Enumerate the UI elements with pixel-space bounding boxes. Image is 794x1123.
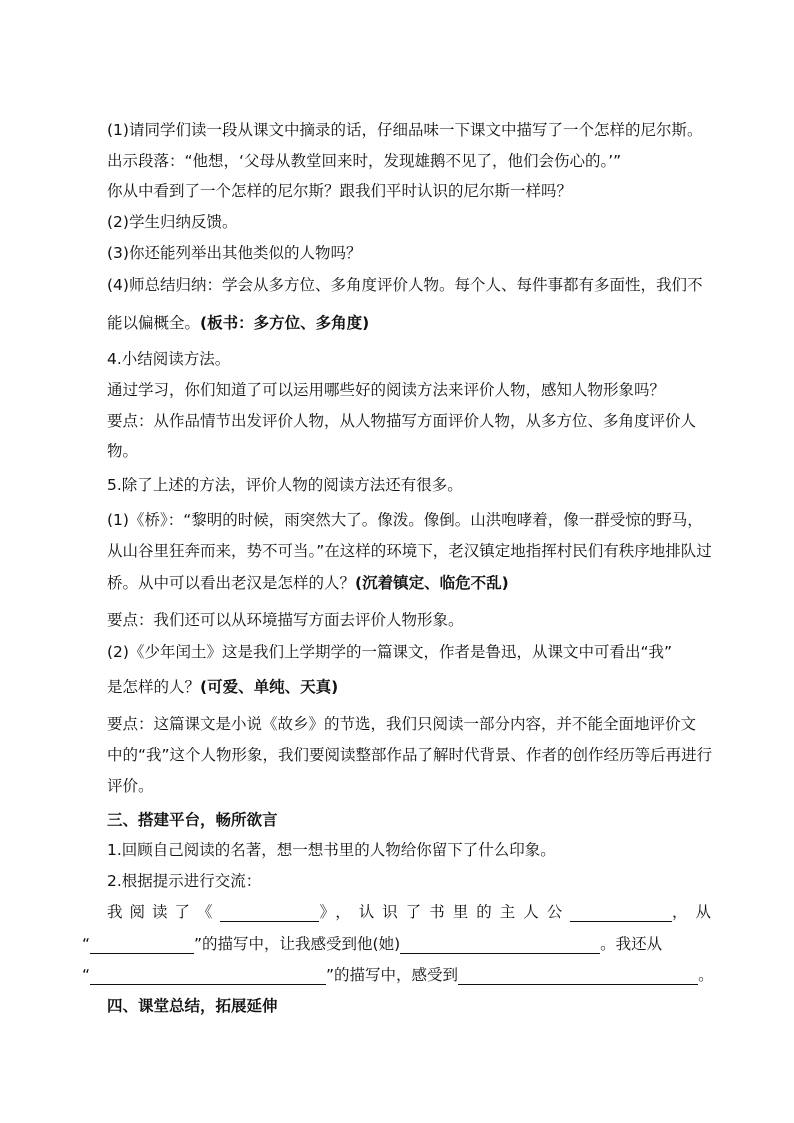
text: “	[82, 966, 91, 984]
paragraph-line: (1)请同学们读一段从课文中摘录的话，仔细品味一下课文中描写了一个怎样的尼尔斯。	[107, 121, 703, 139]
paragraph-line: (3)你还能列举出其他类似的人物吗？	[107, 244, 362, 262]
blank-description-2[interactable]	[90, 970, 326, 985]
section-heading: 四、课堂总结，拓展延伸	[107, 997, 278, 1015]
fill-blank-line-3	[82, 965, 722, 985]
section-heading: 5.除了上述的方法，评价人物的阅读方法还有很多。	[107, 476, 463, 494]
paragraph-line: 物。	[107, 442, 139, 460]
text: ”的描写中，感受到	[326, 966, 459, 984]
fill-blank-line-2	[82, 934, 722, 954]
paragraph-line: 要点：我们还可以从环境描写方面去评价人物形象。	[107, 611, 464, 629]
paragraph-line: 要点：从作品情节出发评价人物，从人物描写方面评价人物，从多方位、多角度评价人	[107, 412, 697, 430]
paragraph-line: 从山谷里狂奔而来，势不可当。”在这样的环境下，老汉镇定地指挥村民们有秩序地排队过	[107, 542, 712, 560]
text: ，从	[671, 903, 719, 921]
paragraph-line	[107, 573, 509, 593]
paragraph-line: 1.回顾自己阅读的名著，想一想书里的人物给你留下了什么印象。	[107, 841, 556, 859]
blank-description-1[interactable]	[90, 939, 194, 954]
text: 桥。从中可以看出老汉是怎样的人？	[107, 574, 356, 592]
blank-book-title[interactable]	[220, 907, 320, 922]
text: 能以偏概全。	[107, 314, 201, 332]
text: 》，认识了书里的主人公	[319, 903, 571, 921]
board-note: (板书：多方位、多角度)	[200, 314, 370, 332]
paragraph-line: (2)学生归纳反馈。	[107, 213, 238, 231]
text: 是怎样的人？	[107, 678, 201, 696]
fill-blank-line-1	[107, 902, 719, 922]
paragraph-line: 评价。	[107, 777, 154, 795]
paragraph-line: 你从中看到了一个怎样的尼尔斯？跟我们平时认识的尼尔斯一样吗？	[107, 182, 573, 200]
blank-feeling-1[interactable]	[400, 939, 600, 954]
paragraph-line: 要点：这篇课文是小说《故乡》的节选，我们只阅读一部分内容，并不能全面地评价文	[107, 715, 697, 733]
answer-note: (可爱、单纯、天真)	[200, 678, 339, 696]
text: 。	[698, 966, 714, 984]
paragraph-line: 中的“我”这个人物形象，我们要阅读整部作品了解时代背景、作者的创作经历等后再进行	[107, 746, 713, 764]
section-heading: 4.小结阅读方法。	[107, 350, 231, 368]
text: 。我还从	[600, 935, 663, 953]
paragraph-line	[107, 313, 369, 333]
paragraph-line	[107, 677, 338, 697]
paragraph-line: 通过学习，你们知道了可以运用哪些好的阅读方法来评价人物，感知人物形象吗？	[107, 381, 666, 399]
paragraph-line: (4)师总结归纳：学会从多方位、多角度评价人物。每个人、每件事都有多面性，我们不	[107, 276, 703, 294]
blank-protagonist[interactable]	[570, 907, 672, 922]
paragraph-line: 2.根据提示进行交流：	[107, 872, 262, 890]
text: “	[82, 935, 91, 953]
text: ”的描写中，让我感受到他(她)	[194, 935, 401, 953]
paragraph-line: (1)《桥》：“黎明的时候，雨突然大了。像泼。像倒。山洪咆哮着，像一群受惊的野马，	[107, 511, 703, 529]
paragraph-line: 出示段落：“他想，‘父母从教堂回来时，发现雄鹅不见了，他们会伤心的。’”	[107, 152, 622, 170]
section-heading: 三、搭建平台，畅所欲言	[107, 811, 278, 829]
blank-feeling-2[interactable]	[458, 970, 698, 985]
text: 我阅读了《	[107, 903, 220, 921]
answer-note: (沉着镇定、临危不乱)	[355, 574, 509, 592]
paragraph-line: (2)《少年闰土》这是我们上学期学的一篇课文，作者是鲁迅，从课文中可看出“我”	[107, 643, 673, 661]
